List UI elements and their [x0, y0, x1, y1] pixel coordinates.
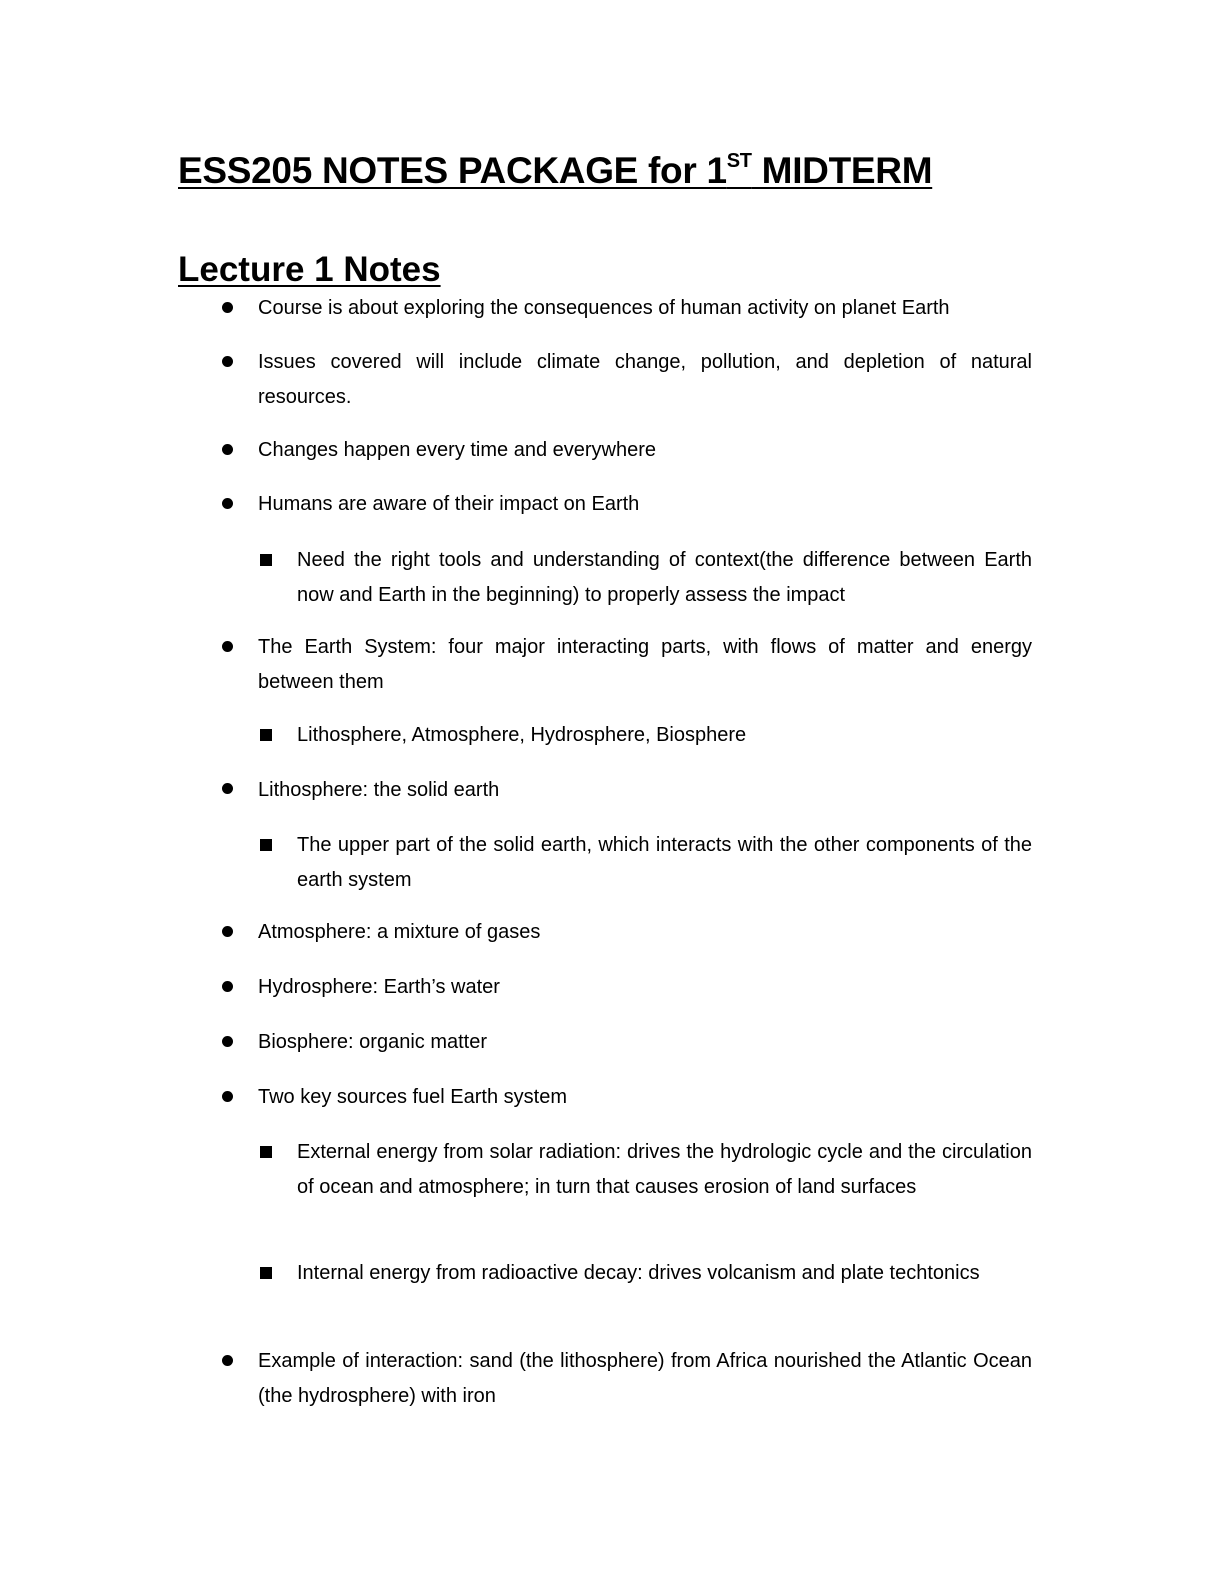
bullet-circle-icon [222, 1091, 233, 1102]
bullet-circle-icon [222, 498, 233, 509]
section-heading: Lecture 1 Notes [178, 250, 441, 289]
note-item: Biosphere: organic matter [258, 1031, 488, 1053]
note-item: Lithosphere: the solid earth [258, 779, 500, 801]
bullet-circle-icon [222, 981, 233, 992]
title-superscript: ST [726, 150, 752, 172]
bullet-circle-icon [222, 1036, 233, 1047]
note-item: Changes happen every time and everywhere [258, 439, 657, 461]
bullet-circle-icon [222, 926, 233, 937]
bullet-square-icon [260, 729, 272, 741]
note-item: Example of interaction: sand (the lithosphere) from Africa nourished the Atlantic Ocean (the hydrosphere) with iron [258, 1350, 1032, 1407]
note-subitem: External energy from solar radiation: drives the hydrologic cycle and the circulation of ocean and atmosphere; in turn that causes erosion of land surfaces [297, 1141, 1032, 1198]
note-subitem: Need the right tools and understanding of context(the difference between Earth now and Earth in the beginning) to properly assess the impact [297, 549, 1032, 606]
note-item: Issues covered will include climate change, pollution, and depletion of natural resources. [258, 351, 1032, 408]
bullet-circle-icon [222, 356, 233, 367]
note-subitem: Internal energy from radioactive decay: drives volcanism and plate techtonics [297, 1262, 980, 1284]
bullet-circle-icon [222, 444, 233, 455]
note-item: Course is about exploring the consequences of human activity on planet Earth [258, 297, 950, 319]
note-item: The Earth System: four major interacting parts, with flows of matter and energy between them [258, 636, 1032, 693]
bullet-circle-icon [222, 641, 233, 652]
title-tail: MIDTERM [751, 150, 933, 191]
title-main: ESS205 NOTES PACKAGE for 1 [178, 150, 727, 191]
bullet-circle-icon [222, 783, 233, 794]
bullet-square-icon [260, 1146, 272, 1158]
note-subitem: The upper part of the solid earth, which interacts with the other components of the earth system [297, 834, 1032, 891]
bullet-circle-icon [222, 302, 233, 313]
note-item: Humans are aware of their impact on Earth [258, 493, 640, 515]
document-title [178, 148, 932, 194]
note-item: Atmosphere: a mixture of gases [258, 921, 541, 943]
note-item: Hydrosphere: Earth’s water [258, 976, 500, 998]
note-item: Two key sources fuel Earth system [258, 1086, 568, 1108]
note-subitem: Lithosphere, Atmosphere, Hydrosphere, Biosphere [297, 724, 747, 746]
bullet-circle-icon [222, 1355, 233, 1366]
bullet-square-icon [260, 1267, 272, 1279]
bullet-square-icon [260, 554, 272, 566]
bullet-square-icon [260, 839, 272, 851]
